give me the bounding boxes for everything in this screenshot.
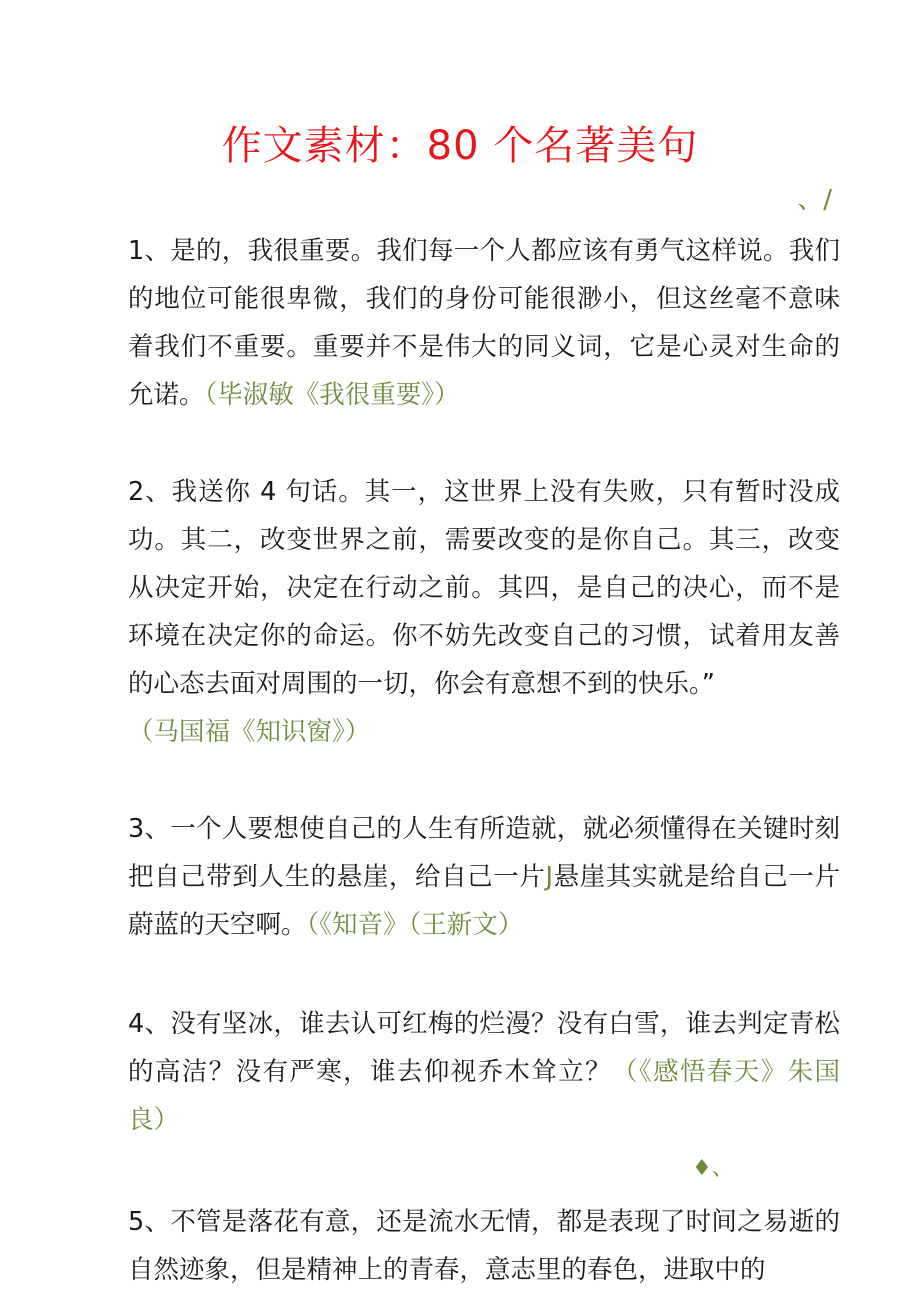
quote-3-text-continued: 悬崖其实就是给自己一片蔚蓝的天空啊。: [128, 862, 840, 940]
quote-3-insert-mark: J: [545, 862, 553, 892]
quote-1: [128, 227, 840, 419]
quote-3-text: 3、一个人要想使自己的人生有所造就，就必须懂得在关键时刻把自己带到人生的悬崖，给自己一片: [128, 814, 840, 892]
quote-2-citation: （马国福《知识窗》）: [128, 717, 371, 747]
quote-4-text: 4、没有坚冰，谁去认可红梅的烂漫？没有白雪，谁去判定青松的高洁？没有严寒，谁去仰视乔木耸立？: [128, 1009, 840, 1087]
stray-mark-top: 、/: [797, 185, 832, 215]
quote-2-text: 2、我送你 4 句话。其一，这世界上没有失败，只有暂时没成功。其二，改变世界之前，需要改变的是你自己。其三，改变从决定开始，决定在行动之前。其四，是自己的决心，而不是环境在决定你的命运。你不妨先改变自己的习惯，试着用友善的心态去面对周围的一切，你会有意想不到的快乐。”: [128, 477, 840, 699]
page-title: 作文素材：80 个名著美句: [221, 123, 699, 169]
quote-5-text: 5、不管是落花有意，还是流水无情，都是表现了时间之易逝的自然迹象，但是精神上的青春，意志里的春色，进取中的: [128, 1207, 840, 1285]
quote-4: [128, 1000, 840, 1144]
quote-3: [128, 805, 840, 949]
stray-mark-mid: ♦、: [692, 1156, 734, 1181]
quote-1-text: 1、是的，我很重要。我们每一个人都应该有勇气这样说。我们的地位可能很卑微，我们的身份可能很渺小，但这丝毫不意味着我们不重要。重要并不是伟大的同义词，它是心灵对生命的允诺。: [128, 236, 840, 410]
quote-2: [128, 468, 840, 756]
quote-5: [128, 1198, 840, 1294]
quote-3-citation: （《知音》（王新文）: [306, 910, 524, 940]
quote-4-citation: （《感悟春天》朱国良）: [128, 1057, 840, 1135]
quote-1-citation: （毕淑敏《我很重要》）: [204, 380, 460, 410]
